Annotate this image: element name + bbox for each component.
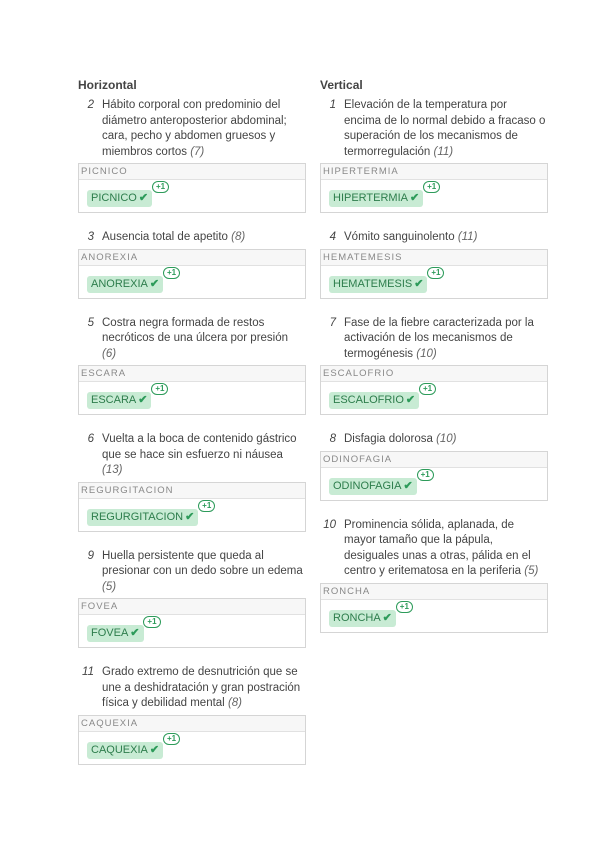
clue-item (78, 549, 306, 649)
score-badge: +1 (198, 500, 215, 512)
answer-row (321, 382, 547, 414)
clue-definition: Vómito sanguinolento (344, 231, 455, 243)
clue-text (320, 518, 548, 580)
vertical-column (320, 78, 548, 650)
clue-number: 10 (323, 518, 336, 531)
clue-text (78, 432, 306, 479)
answer-chip[interactable] (87, 384, 165, 409)
clue-item (320, 98, 548, 213)
clue-number: 6 (87, 433, 94, 445)
clue-description (344, 432, 548, 448)
answer-box (78, 365, 306, 415)
clue-item (78, 316, 306, 416)
score-badge: +1 (419, 383, 436, 395)
answer-row (321, 180, 547, 212)
check-icon: ✔ (149, 743, 160, 756)
score-badge: +1 (163, 267, 180, 279)
clue-length: (5) (102, 580, 117, 593)
clue-definition: Costra negra formada de restos necróticos de una úlcera por presión (102, 316, 289, 344)
check-icon: ✔ (409, 192, 420, 204)
answer-box (320, 451, 548, 501)
score-badge: +1 (417, 469, 434, 481)
clue-definition: Hábito corporal con predominio del diámetro anteroposterior abdominal; cara, pecho y abdomen gruesos y miembros cortos (102, 99, 287, 158)
clue-text (78, 230, 306, 246)
answer-label: HEMATEMESIS (321, 250, 547, 266)
answer-row (79, 499, 305, 531)
clue-text (320, 98, 548, 160)
clue-text (320, 230, 548, 246)
answer-text: REGURGITACION (91, 510, 184, 523)
clue-length: (7) (190, 145, 205, 158)
clue-length: (10) (416, 347, 437, 360)
clue-definition: Grado extremo de desnutrición que se une a deshidratación y gran postración física y debilidad mental (102, 666, 301, 709)
answer-text: FOVEA (91, 627, 129, 639)
answer-chip[interactable] (87, 617, 157, 642)
answer-box (320, 583, 548, 633)
clue-item (78, 230, 306, 299)
clue-length: (8) (227, 697, 242, 709)
answer-text: ANOREXIA (91, 277, 148, 290)
clue-text (320, 316, 548, 363)
check-icon: ✔ (138, 394, 148, 406)
answer-box (320, 249, 548, 299)
clue-text (78, 316, 306, 363)
clue-definition: Ausencia total de apetito (102, 231, 228, 243)
clue-definition: Vuelta a la boca de contenido gástrico que se hace sin esfuerzo ni náusea (102, 433, 297, 461)
clue-text (78, 98, 306, 160)
answer-chip[interactable] (329, 384, 433, 409)
answer-label: CAQUEXIA (79, 716, 305, 732)
answer-label: HIPERTERMIA (321, 164, 547, 180)
horizontal-heading: Horizontal (78, 78, 137, 92)
answer-row (79, 382, 305, 414)
clue-definition: Disfagia dolorosa (344, 433, 433, 445)
answer-box (320, 365, 548, 415)
horizontal-clue-list (78, 98, 306, 765)
clue-text (78, 665, 306, 712)
answer-chip[interactable] (329, 601, 409, 627)
clue-length: (8) (231, 231, 246, 243)
check-icon: ✔ (149, 277, 160, 290)
clue-number: 11 (82, 666, 94, 678)
clue-description (344, 230, 548, 246)
clue-text (78, 549, 306, 596)
clue-description (102, 432, 306, 479)
answer-chip[interactable] (87, 733, 177, 759)
clue-description (102, 316, 306, 363)
answer-box (78, 598, 306, 648)
check-icon: ✔ (414, 277, 424, 290)
answer-chip[interactable] (329, 182, 437, 207)
answer-chip[interactable] (87, 500, 212, 526)
clue-number: 7 (329, 316, 336, 329)
score-badge: +1 (396, 601, 413, 613)
clue-definition: Prominencia sólida, aplanada, de mayor tamaño que la pápula, desiguales unas a otras, pálida en el centro y eritematosa en la periferia (344, 518, 531, 577)
answer-label: ESCALOFRIO (321, 366, 547, 382)
answer-text: CAQUEXIA (91, 743, 148, 756)
vertical-clue-list (320, 98, 548, 633)
horizontal-column (78, 78, 306, 782)
answer-chip[interactable] (329, 267, 441, 293)
clue-number: 1 (329, 99, 336, 111)
answer-text: HIPERTERMIA (333, 192, 408, 204)
score-badge: +1 (151, 383, 168, 395)
answer-text: PICNICO (91, 192, 137, 204)
clue-text (320, 432, 548, 448)
clue-description (344, 316, 548, 363)
score-badge: +1 (423, 181, 440, 193)
clue-number: 9 (87, 549, 94, 562)
score-badge: +1 (427, 267, 444, 279)
answer-text: ESCARA (91, 394, 137, 406)
answer-label: ESCARA (79, 366, 305, 382)
clue-definition: Fase de la fiebre caracterizada por la activación de los mecanismos de termogénesis (344, 316, 534, 360)
answer-box (78, 715, 306, 765)
answer-chip[interactable] (87, 267, 177, 293)
clue-description (102, 665, 306, 712)
clue-length: (5) (524, 565, 539, 577)
score-badge: +1 (152, 181, 169, 193)
clue-number: 3 (87, 231, 94, 243)
vertical-heading: Vertical (320, 78, 363, 92)
answer-label: ODINOFAGIA (321, 452, 547, 468)
answer-row (79, 615, 305, 647)
clue-item (320, 432, 548, 501)
clue-number: 4 (329, 231, 336, 243)
clue-description (344, 98, 548, 160)
clue-definition: Huella persistente que queda al presionar con un dedo sobre un edema (102, 549, 303, 577)
check-icon: ✔ (382, 611, 392, 624)
answer-chip[interactable] (329, 469, 430, 495)
answer-row (321, 600, 547, 632)
clue-description (102, 549, 306, 596)
clue-length: (11) (433, 145, 454, 158)
answer-label: ANOREXIA (79, 250, 305, 266)
check-icon: ✔ (405, 394, 416, 406)
answer-label: FOVEA (79, 599, 305, 615)
clue-item (78, 432, 306, 532)
score-badge: +1 (163, 733, 180, 745)
clue-item (320, 518, 548, 633)
clue-item (320, 316, 548, 416)
clue-item (78, 98, 306, 213)
answer-text: RONCHA (333, 611, 381, 624)
answer-box (78, 163, 306, 213)
answer-row (79, 180, 305, 212)
clue-description (102, 98, 306, 160)
check-icon: ✔ (403, 479, 413, 492)
clue-number: 5 (87, 316, 94, 329)
clue-item (78, 665, 306, 765)
clue-description (102, 230, 306, 246)
clue-length: (10) (436, 433, 457, 445)
answer-text: HEMATEMESIS (333, 277, 413, 290)
check-icon: ✔ (185, 510, 195, 523)
check-icon: ✔ (130, 627, 140, 639)
answer-row (321, 266, 547, 298)
clue-description (344, 518, 548, 580)
answer-box (78, 482, 306, 532)
answer-row (79, 266, 305, 298)
answer-row (79, 732, 305, 764)
answer-text: ODINOFAGIA (333, 479, 402, 492)
answer-chip[interactable] (87, 182, 166, 207)
clue-definition: Elevación de la temperatura por encima de lo normal debido a fracaso o superación de los mecanismos de termorregulación (344, 99, 546, 158)
answer-label: RONCHA (321, 584, 547, 600)
clue-length: (13) (102, 464, 123, 476)
clue-length: (11) (457, 231, 478, 243)
clue-length: (6) (102, 347, 117, 360)
score-badge: +1 (143, 616, 160, 628)
clue-item (320, 230, 548, 299)
clue-number: 8 (329, 433, 336, 445)
answer-label: PICNICO (79, 164, 305, 180)
answer-label: REGURGITACION (79, 483, 305, 499)
answer-box (78, 249, 306, 299)
answer-text: ESCALOFRIO (333, 394, 404, 406)
answer-box (320, 163, 548, 213)
answer-row (321, 468, 547, 500)
clue-number: 2 (87, 99, 94, 111)
check-icon: ✔ (138, 192, 149, 204)
